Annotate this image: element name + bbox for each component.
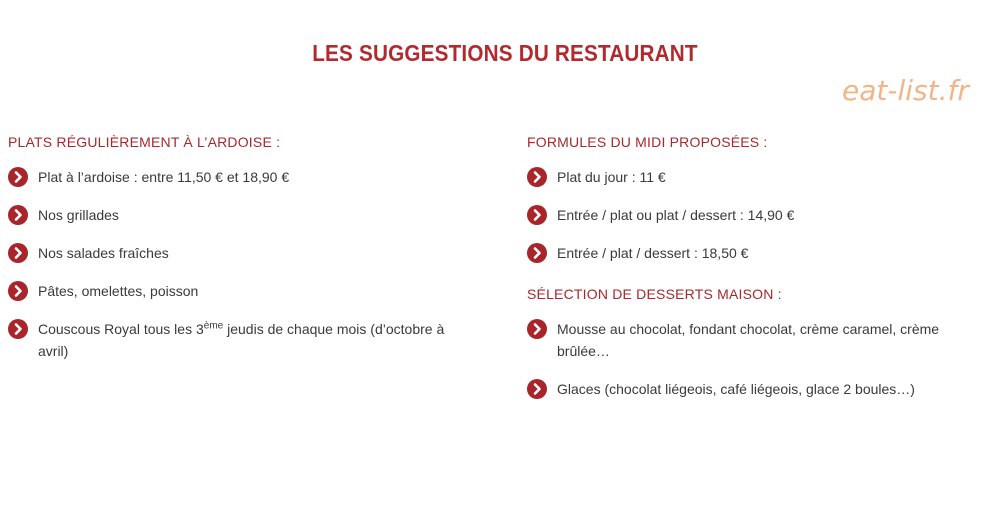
ardoise-list xyxy=(8,166,478,362)
chevron-right-circle-icon xyxy=(527,167,547,187)
couscous-text-start: Couscous Royal tous les 3 xyxy=(38,321,204,337)
section-heading-formules: FORMULES DU MIDI PROPOSÉES : xyxy=(527,134,768,150)
page-title: LES SUGGESTIONS DU RESTAURANT xyxy=(312,40,698,66)
desserts-list xyxy=(527,318,982,400)
right-column xyxy=(527,134,982,416)
list-item-text: Nos grillades xyxy=(38,207,119,223)
left-column xyxy=(8,134,478,378)
list-item xyxy=(527,242,982,264)
chevron-right-circle-icon xyxy=(527,379,547,399)
list-item xyxy=(8,166,478,188)
couscous-text-end: jeudis de chaque mois (d’octobre à avril) xyxy=(38,321,445,359)
section-heading-ardoise: PLATS RÉGULIÈREMENT À L’ARDOISE : xyxy=(8,134,281,150)
chevron-right-circle-icon xyxy=(8,167,28,187)
list-item-text: Pâtes, omelettes, poisson xyxy=(38,283,199,299)
chevron-right-circle-icon xyxy=(8,281,28,301)
list-item xyxy=(8,280,478,302)
list-item-text-couscous xyxy=(38,321,444,359)
chevron-right-circle-icon xyxy=(8,205,28,225)
list-item xyxy=(527,318,982,362)
list-item xyxy=(527,166,982,188)
ordinal-superscript: ème xyxy=(203,320,224,332)
formules-list xyxy=(527,166,982,264)
list-item-text: Entrée / plat ou plat / dessert : 14,90 € xyxy=(557,207,795,223)
list-item-text: Nos salades fraîches xyxy=(38,245,169,261)
chevron-right-circle-icon xyxy=(8,243,28,263)
watermark: eat-list.fr xyxy=(842,74,969,107)
list-item xyxy=(8,242,478,264)
list-item xyxy=(8,318,478,362)
chevron-right-circle-icon xyxy=(527,205,547,225)
list-item-text: Plat à l’ardoise : entre 11,50 € et 18,90 € xyxy=(38,169,290,185)
chevron-right-circle-icon xyxy=(527,243,547,263)
list-item-text: Plat du jour : 11 € xyxy=(557,169,666,185)
list-item xyxy=(527,204,982,226)
list-item-text: Glaces (chocolat liégeois, café liégeois, glace 2 boules…) xyxy=(557,381,915,397)
list-item xyxy=(527,378,982,400)
list-item xyxy=(8,204,478,226)
chevron-right-circle-icon xyxy=(8,319,28,339)
list-item-text: Mousse au chocolat, fondant chocolat, crème caramel, crème brûlée… xyxy=(557,321,940,359)
chevron-right-circle-icon xyxy=(527,319,547,339)
list-item-text: Entrée / plat / dessert : 18,50 € xyxy=(557,245,749,261)
section-heading-desserts: SÉLECTION DE DESSERTS MAISON : xyxy=(527,286,782,302)
